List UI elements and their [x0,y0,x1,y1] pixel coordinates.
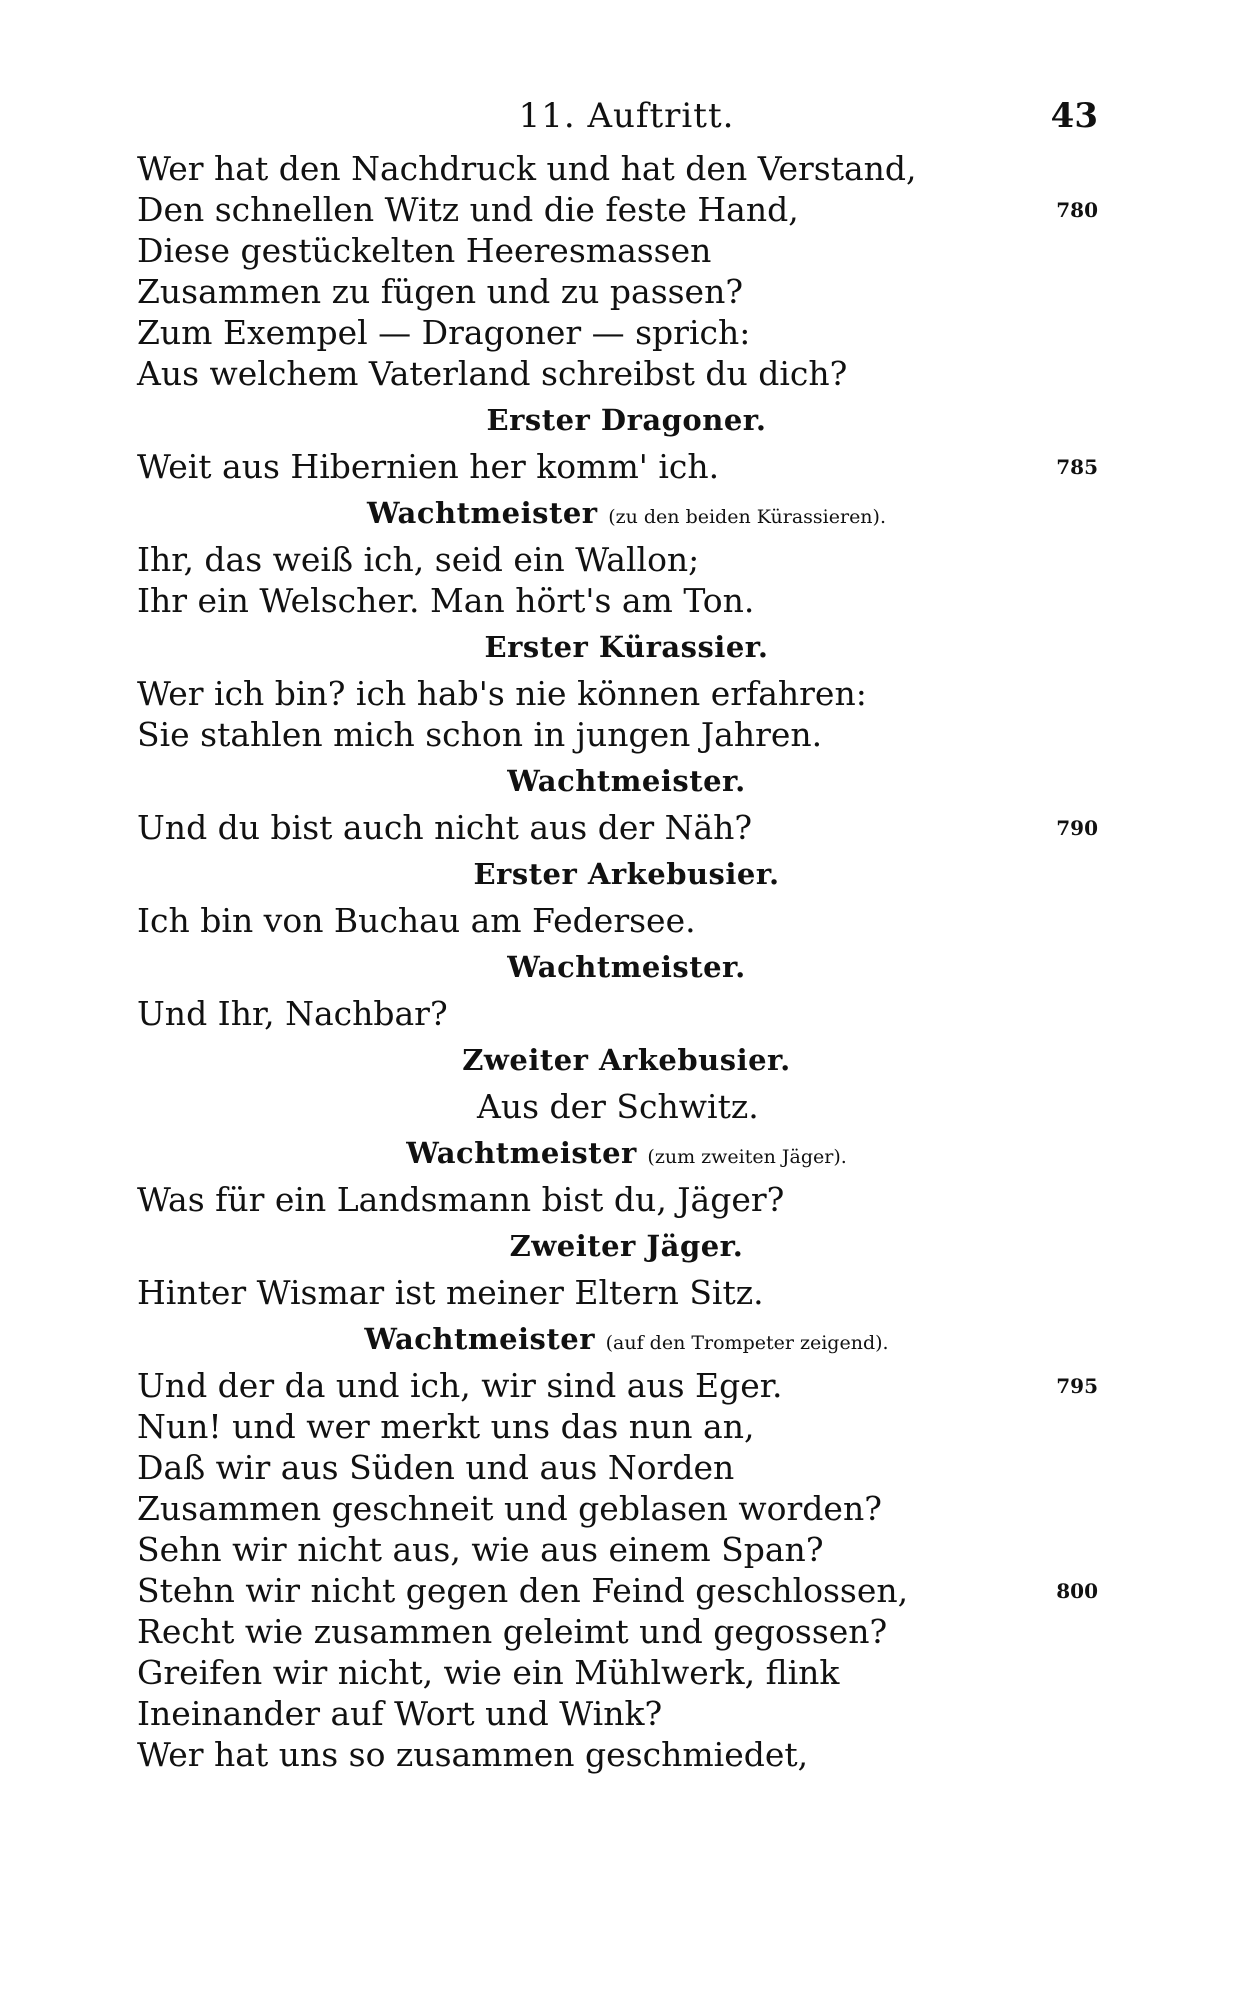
speaker-heading [0,941,1253,993]
verse-line [0,1447,1253,1488]
page-header [0,96,1253,140]
page-number: 43 [1050,96,1098,136]
verse-line [0,900,1253,941]
speaker-name: Zweiter Arkebusier. [462,1043,791,1077]
verse-line [0,1529,1253,1570]
verse-line-text: Und du bist auch nicht aus der Näh? [137,808,753,847]
verse-line [0,993,1253,1034]
verse-line-text: Zum Exempel — Dragoner — sprich: [137,313,751,352]
verse-line [0,1086,1253,1127]
speaker-name: Erster Kürassier. [484,630,769,664]
speaker-heading [0,848,1253,900]
verse-line [0,1272,1253,1313]
verse-line-text: Wer ich bin? ich hab's nie können erfahren: [137,674,867,713]
speaker-name: Wachtmeister [364,1322,596,1356]
speaker-name: Erster Dragoner. [486,403,767,437]
speaker-heading [0,1034,1253,1086]
speaker-name: Erster Arkebusier. [473,857,780,891]
speaker-heading [0,394,1253,446]
verse-line-text: Aus welchem Vaterland schreibst du dich? [137,354,848,393]
verse-line [0,312,1253,353]
line-number: 790 [1056,816,1098,840]
verse-line [0,1365,1253,1406]
verse-line-text: Stehn wir nicht gegen den Feind geschlossen, [137,1571,909,1610]
verse-text [0,148,1253,1775]
verse-line [0,446,1253,487]
speaker-name: Wachtmeister. [507,764,746,798]
verse-line-text: Und der da und ich, wir sind aus Eger. [137,1366,783,1405]
verse-line [0,189,1253,230]
verse-line-text: Ihr, das weiß ich, seid ein Wallon; [137,540,700,579]
speaker-name: Zweiter Jäger. [509,1229,744,1263]
verse-line-text: Diese gestückelten Heeresmassen [137,231,712,270]
verse-line [0,1488,1253,1529]
speaker-heading [0,487,1253,539]
line-number: 795 [1056,1374,1098,1398]
speaker-name: Wachtmeister [366,496,598,530]
verse-line-text: Wer hat uns so zusammen geschmiedet, [137,1735,809,1774]
verse-line-text: Ineinander auf Wort und Wink? [137,1694,663,1733]
running-head: 11. Auftritt. [518,96,735,136]
verse-line-text: Weit aus Hibernien her komm' ich. [137,447,720,486]
verse-line [0,714,1253,755]
verse-line-text: Ihr ein Welscher. Man hört's am Ton. [137,581,755,620]
stage-direction: (zu den beiden Kürassieren). [608,506,886,528]
verse-line-text: Was für ein Landsmann bist du, Jäger? [137,1180,785,1219]
verse-line [0,673,1253,714]
speaker-heading [0,755,1253,807]
verse-line [0,1734,1253,1775]
verse-line-text: Und Ihr, Nachbar? [137,994,448,1033]
speaker-heading [0,621,1253,673]
verse-line-text: Ich bin von Buchau am Federsee. [137,901,696,940]
speaker-name: Wachtmeister. [507,950,746,984]
verse-line-text: Aus der Schwitz. [477,1087,759,1126]
speaker-heading [0,1127,1253,1179]
verse-line-text: Zusammen geschneit und geblasen worden? [137,1489,882,1528]
verse-line-text: Sehn wir nicht aus, wie aus einem Span? [137,1530,824,1569]
verse-line [0,1652,1253,1693]
verse-line-text: Den schnellen Witz und die feste Hand, [137,190,799,229]
verse-line [0,1611,1253,1652]
verse-line [0,1179,1253,1220]
verse-line-text: Greifen wir nicht, wie ein Mühlwerk, flink [137,1653,840,1692]
verse-line [0,271,1253,312]
verse-line-text: Recht wie zusammen geleimt und gegossen? [137,1612,888,1651]
stage-direction: (auf den Trompeter zeigend). [605,1332,889,1354]
verse-line-text: Wer hat den Nachdruck und hat den Verstand, [137,149,917,188]
verse-line [0,1570,1253,1611]
verse-line [0,148,1253,189]
speaker-heading [0,1313,1253,1365]
verse-line [0,807,1253,848]
verse-line [0,353,1253,394]
verse-line-text: Daß wir aus Süden und aus Norden [137,1448,735,1487]
line-number: 800 [1056,1579,1098,1603]
speaker-name: Wachtmeister [406,1136,637,1170]
verse-line [0,1693,1253,1734]
verse-line [0,580,1253,621]
verse-line [0,539,1253,580]
line-number: 785 [1056,455,1098,479]
line-number: 780 [1056,198,1098,222]
verse-line-text: Hinter Wismar ist meiner Eltern Sitz. [137,1273,764,1312]
verse-line-text: Sie stahlen mich schon in jungen Jahren. [137,715,823,754]
verse-line [0,230,1253,271]
verse-line-text: Nun! und wer merkt uns das nun an, [137,1407,755,1446]
verse-line-text: Zusammen zu fügen und zu passen? [137,272,744,311]
verse-line [0,1406,1253,1447]
stage-direction: (zum zweiten Jäger). [647,1146,847,1168]
speaker-heading [0,1220,1253,1272]
